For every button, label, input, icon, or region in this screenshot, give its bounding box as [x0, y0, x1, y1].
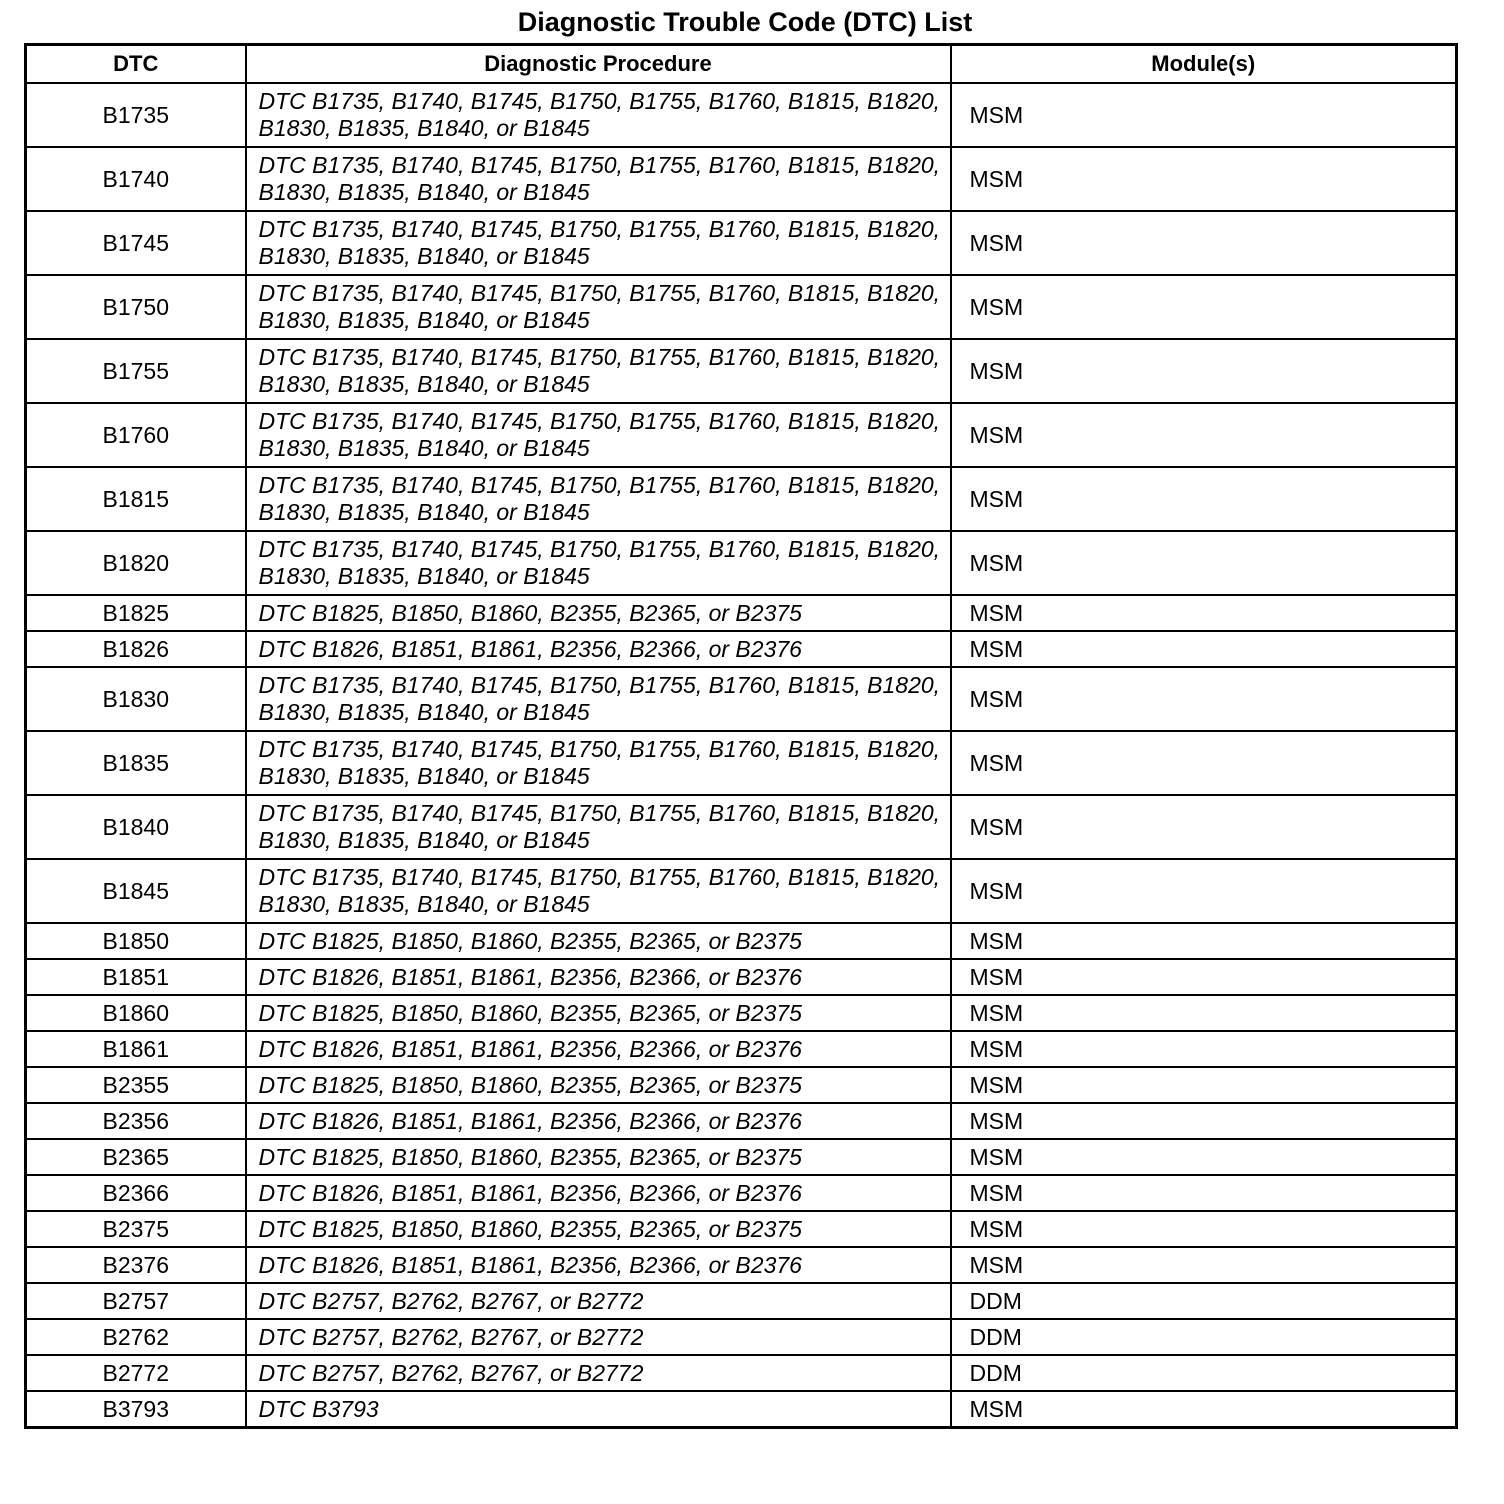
- table-row: [26, 595, 1457, 631]
- dtc-code: B1815: [26, 467, 246, 531]
- dtc-code: B2365: [26, 1139, 246, 1175]
- diagnostic-procedure: DTC B1735, B1740, B1745, B1750, B1755, B1760, B1815, B1820, B1830, B1835, B1840, or B1845: [246, 731, 951, 795]
- dtc-code: B1820: [26, 531, 246, 595]
- diagnostic-procedure: DTC B1825, B1850, B1860, B2355, B2365, or B2375: [246, 1067, 951, 1103]
- table-row: [26, 1031, 1457, 1067]
- table-row: [26, 631, 1457, 667]
- module: DDM: [951, 1283, 1457, 1319]
- diagnostic-procedure: DTC B1735, B1740, B1745, B1750, B1755, B1760, B1815, B1820, B1830, B1835, B1840, or B1845: [246, 275, 951, 339]
- dtc-code: B3793: [26, 1391, 246, 1428]
- table-row: [26, 1175, 1457, 1211]
- table-row: [26, 1067, 1457, 1103]
- diagnostic-procedure: DTC B1735, B1740, B1745, B1750, B1755, B1760, B1815, B1820, B1830, B1835, B1840, or B1845: [246, 467, 951, 531]
- module: MSM: [951, 1211, 1457, 1247]
- diagnostic-procedure: DTC B2757, B2762, B2767, or B2772: [246, 1319, 951, 1355]
- module: MSM: [951, 83, 1457, 147]
- table-header-row: [26, 45, 1457, 84]
- table-row: [26, 1103, 1457, 1139]
- table-row: [26, 795, 1457, 859]
- module: MSM: [951, 1175, 1457, 1211]
- diagnostic-procedure: DTC B1825, B1850, B1860, B2355, B2365, or B2375: [246, 1139, 951, 1175]
- module: MSM: [951, 731, 1457, 795]
- table-row: [26, 731, 1457, 795]
- dtc-code: B2762: [26, 1319, 246, 1355]
- diagnostic-procedure: DTC B3793: [246, 1391, 951, 1428]
- table-row: [26, 1391, 1457, 1428]
- table-row: [26, 859, 1457, 923]
- module: MSM: [951, 631, 1457, 667]
- dtc-code: B1825: [26, 595, 246, 631]
- dtc-code: B1835: [26, 731, 246, 795]
- module: MSM: [951, 1031, 1457, 1067]
- diagnostic-procedure: DTC B1826, B1851, B1861, B2356, B2366, or B2376: [246, 1175, 951, 1211]
- diagnostic-procedure: DTC B1825, B1850, B1860, B2355, B2365, or B2375: [246, 595, 951, 631]
- table-row: [26, 959, 1457, 995]
- module: MSM: [951, 995, 1457, 1031]
- module: MSM: [951, 211, 1457, 275]
- module: MSM: [951, 403, 1457, 467]
- table-row: [26, 531, 1457, 595]
- dtc-code: B1760: [26, 403, 246, 467]
- module: MSM: [951, 1067, 1457, 1103]
- page-title: Diagnostic Trouble Code (DTC) List: [517, 7, 973, 37]
- table-row: [26, 1247, 1457, 1283]
- module: MSM: [951, 795, 1457, 859]
- module: MSM: [951, 1139, 1457, 1175]
- module: MSM: [951, 1247, 1457, 1283]
- diagnostic-procedure: DTC B1735, B1740, B1745, B1750, B1755, B1760, B1815, B1820, B1830, B1835, B1840, or B1845: [246, 795, 951, 859]
- dtc-code: B2355: [26, 1067, 246, 1103]
- module: DDM: [951, 1355, 1457, 1391]
- dtc-code: B1861: [26, 1031, 246, 1067]
- table-row: [26, 1355, 1457, 1391]
- diagnostic-procedure: DTC B1826, B1851, B1861, B2356, B2366, or B2376: [246, 959, 951, 995]
- module: MSM: [951, 467, 1457, 531]
- diagnostic-procedure: DTC B1826, B1851, B1861, B2356, B2366, or B2376: [246, 1247, 951, 1283]
- dtc-code: B1860: [26, 995, 246, 1031]
- table-row: [26, 147, 1457, 211]
- module: MSM: [951, 859, 1457, 923]
- dtc-code: B1840: [26, 795, 246, 859]
- dtc-code: B1830: [26, 667, 246, 731]
- table-row: [26, 923, 1457, 959]
- dtc-table: [24, 43, 1458, 1429]
- module: MSM: [951, 1103, 1457, 1139]
- table-row: [26, 339, 1457, 403]
- table-row: [26, 83, 1457, 147]
- diagnostic-procedure: DTC B1826, B1851, B1861, B2356, B2366, or B2376: [246, 1031, 951, 1067]
- dtc-code: B1740: [26, 147, 246, 211]
- module: MSM: [951, 339, 1457, 403]
- diagnostic-procedure: DTC B1735, B1740, B1745, B1750, B1755, B1760, B1815, B1820, B1830, B1835, B1840, or B1845: [246, 211, 951, 275]
- dtc-code: B2375: [26, 1211, 246, 1247]
- diagnostic-procedure: DTC B2757, B2762, B2767, or B2772: [246, 1355, 951, 1391]
- module: MSM: [951, 667, 1457, 731]
- dtc-code: B2356: [26, 1103, 246, 1139]
- dtc-code: B1851: [26, 959, 246, 995]
- diagnostic-procedure: DTC B1735, B1740, B1745, B1750, B1755, B1760, B1815, B1820, B1830, B1835, B1840, or B1845: [246, 859, 951, 923]
- dtc-code: B1850: [26, 923, 246, 959]
- diagnostic-procedure: DTC B1826, B1851, B1861, B2356, B2366, or B2376: [246, 1103, 951, 1139]
- header-dtc: DTC: [26, 45, 246, 84]
- dtc-code: B1755: [26, 339, 246, 403]
- dtc-code: B1735: [26, 83, 246, 147]
- diagnostic-procedure: DTC B1735, B1740, B1745, B1750, B1755, B1760, B1815, B1820, B1830, B1835, B1840, or B1845: [246, 667, 951, 731]
- dtc-code: B2366: [26, 1175, 246, 1211]
- diagnostic-procedure: DTC B1825, B1850, B1860, B2355, B2365, or B2375: [246, 923, 951, 959]
- dtc-code: B1826: [26, 631, 246, 667]
- table-row: [26, 1319, 1457, 1355]
- module: MSM: [951, 959, 1457, 995]
- diagnostic-procedure: DTC B1825, B1850, B1860, B2355, B2365, or B2375: [246, 1211, 951, 1247]
- dtc-code: B2757: [26, 1283, 246, 1319]
- table-row: [26, 1211, 1457, 1247]
- diagnostic-procedure: DTC B1735, B1740, B1745, B1750, B1755, B1760, B1815, B1820, B1830, B1835, B1840, or B1845: [246, 147, 951, 211]
- module: MSM: [951, 147, 1457, 211]
- table-row: [26, 1139, 1457, 1175]
- diagnostic-procedure: DTC B2757, B2762, B2767, or B2772: [246, 1283, 951, 1319]
- dtc-code: B2772: [26, 1355, 246, 1391]
- dtc-code: B1745: [26, 211, 246, 275]
- module: MSM: [951, 595, 1457, 631]
- diagnostic-procedure: DTC B1735, B1740, B1745, B1750, B1755, B1760, B1815, B1820, B1830, B1835, B1840, or B1845: [246, 339, 951, 403]
- dtc-code: B1750: [26, 275, 246, 339]
- dtc-code: B2376: [26, 1247, 246, 1283]
- diagnostic-procedure: DTC B1735, B1740, B1745, B1750, B1755, B1760, B1815, B1820, B1830, B1835, B1840, or B1845: [246, 83, 951, 147]
- module: MSM: [951, 1391, 1457, 1428]
- table-row: [26, 667, 1457, 731]
- diagnostic-procedure: DTC B1825, B1850, B1860, B2355, B2365, or B2375: [246, 995, 951, 1031]
- module: MSM: [951, 531, 1457, 595]
- module: MSM: [951, 923, 1457, 959]
- module: MSM: [951, 275, 1457, 339]
- diagnostic-procedure: DTC B1735, B1740, B1745, B1750, B1755, B1760, B1815, B1820, B1830, B1835, B1840, or B1845: [246, 403, 951, 467]
- diagnostic-procedure: DTC B1826, B1851, B1861, B2356, B2366, or B2376: [246, 631, 951, 667]
- table-row: [26, 995, 1457, 1031]
- header-procedure: Diagnostic Procedure: [246, 45, 951, 84]
- table-row: [26, 275, 1457, 339]
- module: DDM: [951, 1319, 1457, 1355]
- diagnostic-procedure: DTC B1735, B1740, B1745, B1750, B1755, B1760, B1815, B1820, B1830, B1835, B1840, or B1845: [246, 531, 951, 595]
- dtc-code: B1845: [26, 859, 246, 923]
- table-row: [26, 1283, 1457, 1319]
- table-row: [26, 211, 1457, 275]
- header-modules: Module(s): [951, 45, 1457, 84]
- table-row: [26, 403, 1457, 467]
- table-row: [26, 467, 1457, 531]
